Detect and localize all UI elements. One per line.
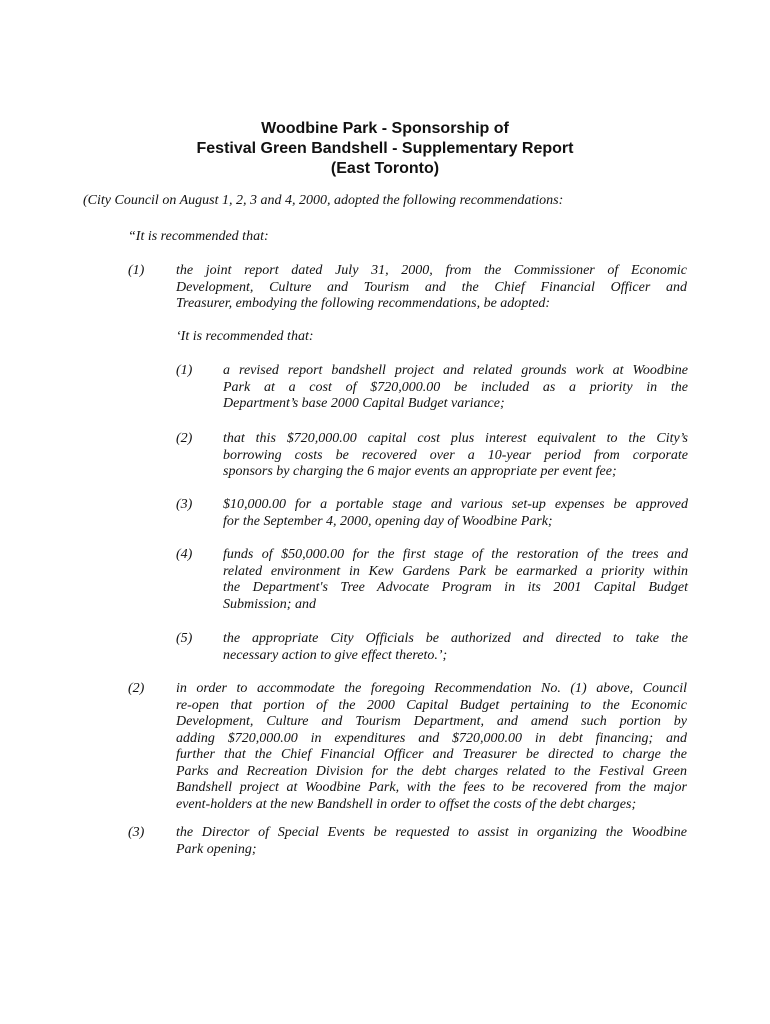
item-line: re-open that portion of the 2000 Capital Budget pertaining to the Economic: [176, 697, 687, 713]
title-line-1: Woodbine Park - Sponsorship of: [261, 120, 509, 137]
sub-item-line: a revised report bandshell project and related grounds work at Woodbine: [223, 363, 688, 378]
sub-item-text: [223, 631, 688, 664]
item-line: Parks and Recreation Division for the debt charges related to the Festival Green: [176, 763, 687, 779]
item-text: [176, 263, 687, 313]
sub-item-line: necessary action to give effect thereto.’;: [223, 647, 448, 663]
sub-item-line: for the September 4, 2000, opening day of Woodbine Park;: [223, 513, 553, 529]
title-line-2: Festival Green Bandshell - Supplementary Report: [196, 140, 574, 157]
item-text: [176, 825, 687, 858]
sub-item-line: funds of $50,000.00 for the first stage of the restoration of the trees and: [223, 547, 688, 562]
sub-item-text: [223, 431, 688, 481]
sub-item-line: sponsors by charging the 6 major events an appropriate per event fee;: [223, 464, 617, 479]
sub-item-number: (1): [176, 363, 193, 378]
title-line-3: (East Toronto): [330, 160, 440, 177]
item-number: (3): [128, 825, 145, 840]
item-text: [176, 681, 687, 813]
item-line: event-holders at the new Bandshell in order to offset the costs of the debt charges;: [176, 796, 637, 812]
sub-item-line: that this $720,000.00 capital cost plus interest equivalent to the City’s: [223, 431, 688, 446]
item-line: further that the Chief Financial Officer and Treasurer be directed to charge the: [176, 747, 687, 762]
sub-item-line: related environment in Kew Gardens Park be earmarked a priority within: [223, 563, 688, 579]
sub-recommended-intro: ‘It is recommended that:: [176, 329, 314, 344]
sub-item-line: the appropriate City Officials be authorized and directed to take the: [223, 631, 688, 646]
item-line: adding $720,000.00 in expenditures and $720,000.00 in debt financing; and: [176, 730, 687, 746]
council-intro: (City Council on August 1, 2, 3 and 4, 2000, adopted the following recommendations:: [83, 193, 564, 208]
document-title: [0, 119, 770, 179]
sub-item-text: [223, 497, 688, 530]
item-line: Park opening;: [176, 841, 257, 857]
item-number: (1): [128, 263, 145, 278]
sub-item-number: (4): [176, 547, 193, 562]
item-line: Development, Culture and Tourism and the Chief Financial Officer and: [176, 279, 687, 295]
sub-item-text: [223, 547, 688, 613]
item-number: (2): [128, 681, 145, 696]
sub-item-line: the Department's Tree Advocate Program in its 2001 Capital Budget: [223, 580, 688, 595]
item-line: the joint report dated July 31, 2000, from the Commissioner of Economic: [176, 263, 687, 278]
recommended-intro: “It is recommended that:: [128, 229, 269, 244]
sub-item-text: [223, 363, 688, 413]
item-line: Development, Culture and Tourism Department, and amend such portion by: [176, 714, 687, 729]
sub-item-line: Submission; and: [223, 596, 316, 612]
sub-item-line: borrowing costs be recovered over a 10-year period from corporate: [223, 447, 688, 463]
sub-item-line: Park at a cost of $720,000.00 be included as a priority in the: [223, 379, 688, 395]
item-line: Treasurer, embodying the following recommendations, be adopted:: [176, 296, 551, 311]
sub-item-line: Department’s base 2000 Capital Budget variance;: [223, 396, 505, 411]
sub-item-number: (5): [176, 631, 193, 646]
sub-item-line: $10,000.00 for a portable stage and various set-up expenses be approved: [223, 497, 688, 512]
sub-item-number: (2): [176, 431, 193, 446]
item-line: Bandshell project at Woodbine Park, with the fees to be recovered from the major: [176, 780, 687, 795]
item-line: the Director of Special Events be requested to assist in organizing the Woodbine: [176, 825, 687, 840]
sub-item-number: (3): [176, 497, 193, 512]
item-line: in order to accommodate the foregoing Recommendation No. (1) above, Council: [176, 681, 687, 696]
